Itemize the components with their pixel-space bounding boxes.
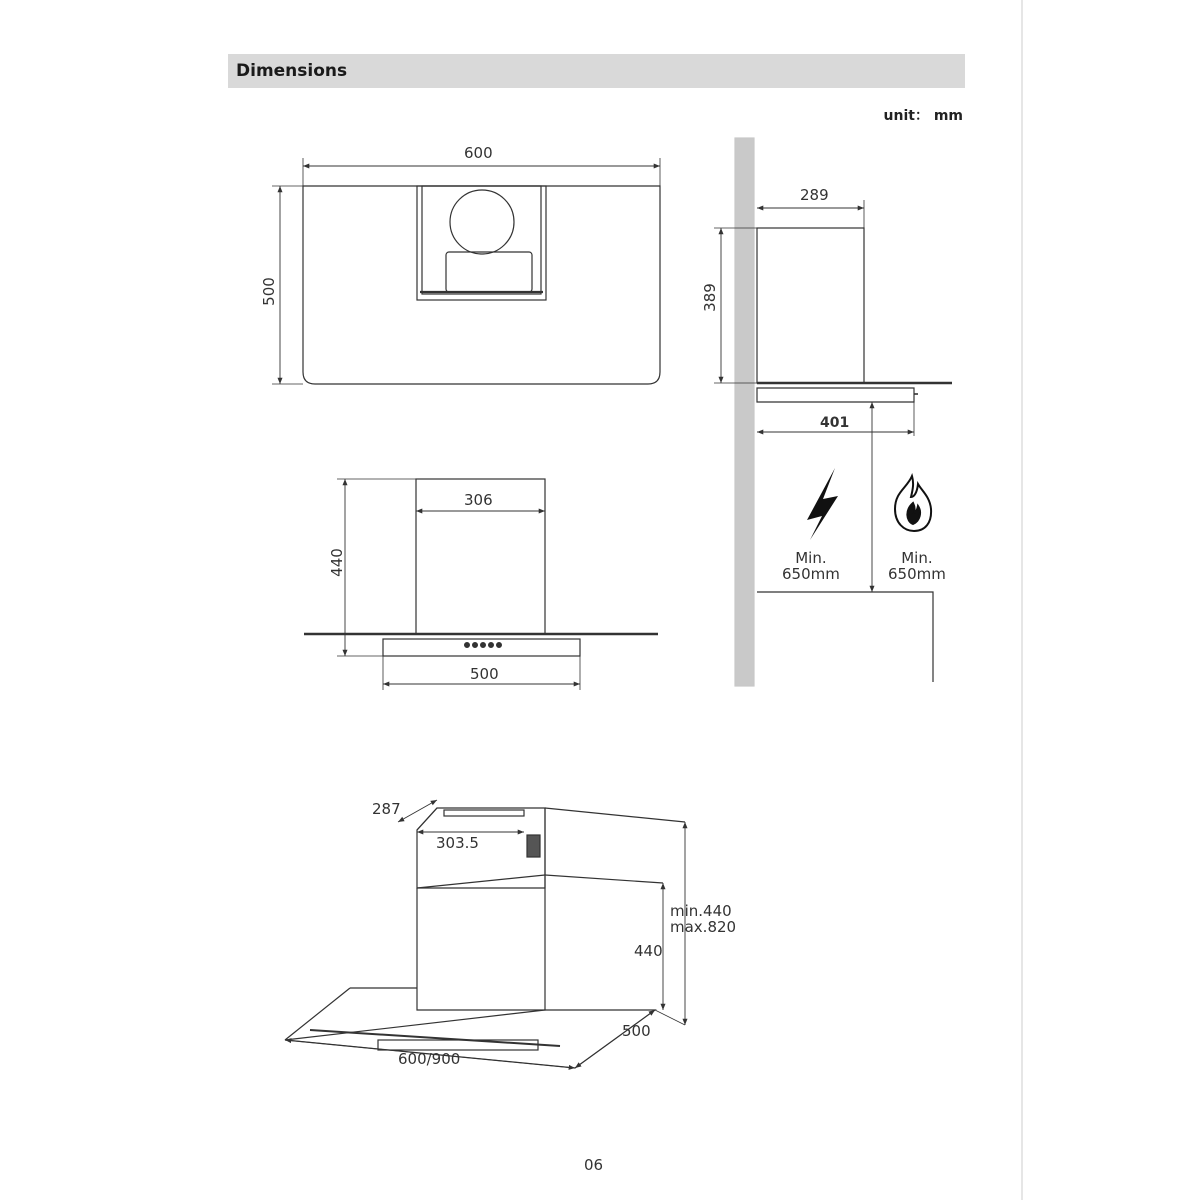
side-view-canopy-depth-label: 401 [820, 415, 850, 431]
iso-height-min-label: min.440 [670, 902, 732, 920]
gas-clearance-line2: 650mm [888, 564, 946, 583]
top-view-drawing [272, 158, 660, 384]
side-view-drawing [714, 138, 952, 686]
unit-label: unit： mm [883, 108, 963, 124]
gas-clearance-line1: Min. [901, 549, 933, 567]
iso-height-max-label: max.820 [670, 917, 737, 936]
top-view-width-label: 600 [464, 144, 493, 162]
electric-clearance-line1: Min. [795, 549, 827, 567]
section-title: Dimensions [236, 61, 348, 81]
electric-clearance-line2: 650mm [782, 564, 840, 583]
page-number: 06 [584, 1156, 604, 1174]
iso-canopy-depth-label: 500 [622, 1022, 651, 1040]
front-view-height-label: 440 [327, 548, 346, 577]
front-view-chimney-width-label: 306 [464, 491, 493, 509]
side-view-chimney-depth-label: 289 [800, 186, 829, 204]
front-view-body-width-label: 500 [470, 665, 499, 683]
iso-top-width-label: 303.5 [436, 834, 479, 852]
side-view-height-label: 389 [700, 283, 719, 312]
iso-lower-height-label: 440 [634, 942, 663, 960]
lightning-icon [807, 468, 838, 540]
iso-canopy-width-label: 600/900 [398, 1050, 461, 1068]
flame-icon [895, 476, 931, 531]
top-view-depth-label: 500 [259, 277, 278, 306]
front-view-drawing [304, 479, 658, 690]
iso-top-depth-label: 287 [372, 800, 401, 818]
gas-clearance-label [888, 551, 946, 583]
electric-clearance-label [782, 551, 840, 583]
iso-height-range-label [670, 904, 736, 936]
